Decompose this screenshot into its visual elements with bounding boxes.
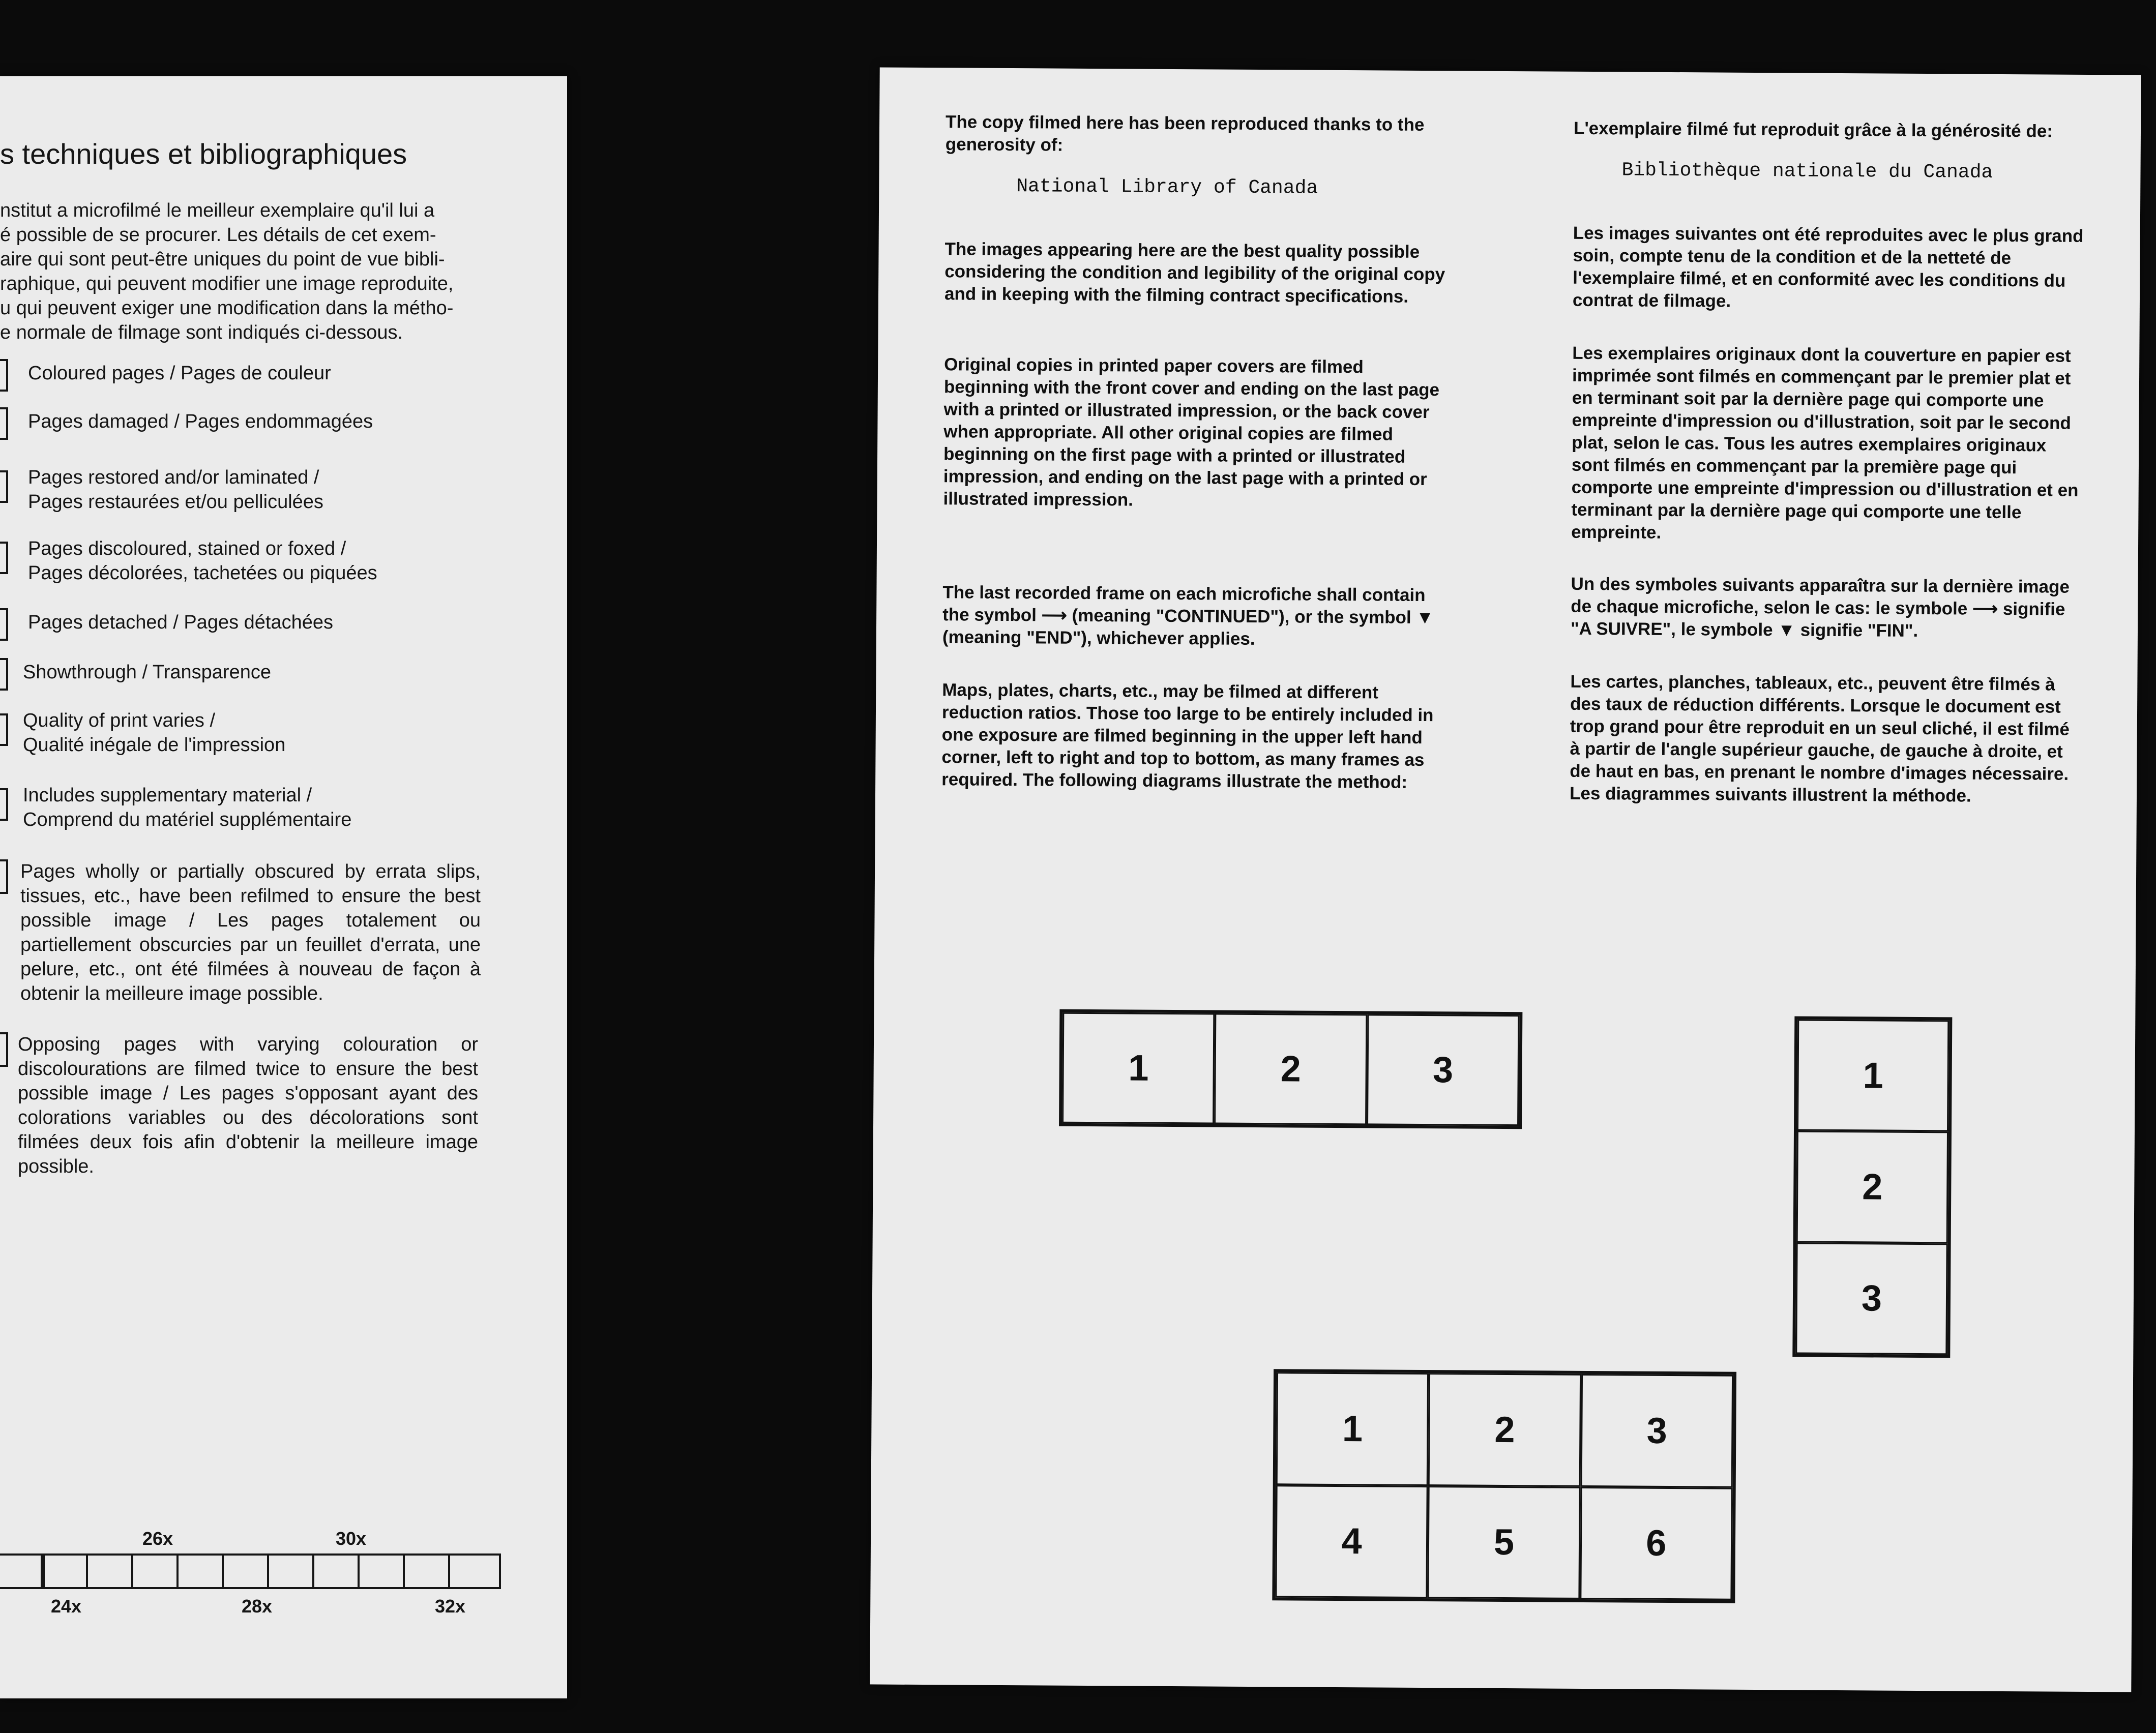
- intro-line: nstitut a microfilmé le meilleur exemplaire qu'il lui a: [0, 200, 435, 221]
- intro-line: u qui peuvent exiger une modification dans la métho-: [0, 297, 454, 319]
- checkbox[interactable]: [0, 788, 8, 821]
- intro-paragraph: [0, 198, 496, 345]
- checklist-label: Pages damaged / Pages endommagées: [28, 411, 373, 432]
- checklist-label: Coloured pages / Pages de couleur: [28, 363, 331, 384]
- checkbox[interactable]: [0, 359, 8, 392]
- obscured-pages-note: Pages wholly or partially obscured by errata slips, tissues, etc., have been refilmed to ensure the best possible image / Les pages totalement ou partiellement obscurcies par un feuillet d'errata, une pelure, etc., ont été filmées à nouveau de façon à obtenir la meilleure image possible.: [20, 861, 481, 1004]
- library-name: National Library of Canada: [1016, 175, 1318, 199]
- opposing-pages-note: Opposing pages with varying colouration or discolourations are filmed twice to ensure the best possible image / Les pages s'opposant ayant des colorations variables ou des décolorations sont filmées deux fois afin d'obtenir la meilleure image possible.: [18, 1034, 478, 1177]
- covers-paragraph: Les exemplaires originaux dont la couverture en papier est imprimée sont filmés en commençant par le premier plat et en terminant soit par la dernière page qui comporte une empreinte d'impression ou d'illustration, soit par le second plat, selon le cas. Tous les autres exemplaires originaux sont filmés en commençant par la première page qui comporte une empreinte d'impression ou d'illustration et en terminant par la dernière page qui comporte une telle empreinte.: [1571, 343, 2079, 543]
- intro-line: e normale de filmage sont indiqués ci-dessous.: [0, 322, 403, 343]
- scale-label: 24x: [51, 1596, 82, 1617]
- frame-cell: 3: [1580, 1374, 1733, 1487]
- frame-cell: 3: [1795, 1242, 1947, 1355]
- quality-paragraph: The images appearing here are the best quality possible considering the condition and legibility of the original copy and in keeping with the filming contract specifications.: [944, 239, 1445, 307]
- checklist-label: Pages restaurées et/ou pelliculées: [28, 491, 323, 513]
- checkbox[interactable]: [0, 542, 8, 574]
- frame-cell: 2: [1214, 1013, 1367, 1125]
- checklist-label: Quality of print varies /: [23, 710, 216, 731]
- checklist-label: Comprend du matériel supplémentaire: [23, 809, 352, 830]
- right-page: [870, 67, 2141, 1692]
- intro-line: aire qui sont peut-être uniques du point de vue bibli-: [0, 249, 445, 270]
- checklist-label: Includes supplementary material /: [23, 785, 312, 806]
- page-title: s techniques et bibliographiques: [0, 138, 407, 170]
- frame-cell: 1: [1062, 1012, 1215, 1124]
- checkbox[interactable]: [0, 608, 8, 641]
- frame-cell: 2: [1428, 1373, 1581, 1486]
- english-column: [941, 111, 1454, 794]
- checklist-label: Pages discoloured, stained or foxed /: [28, 538, 346, 559]
- frame-cell: 3: [1367, 1014, 1520, 1126]
- scale-label: 28x: [242, 1596, 273, 1617]
- checkbox[interactable]: [0, 1032, 8, 1067]
- covers-paragraph: Original copies in printed paper covers are filmed beginning with the front cover and ending on the last page with a printed or illustrated impression, or the back cover when appropriate. All other original copies are filmed beginning on the first page with a printed or illustrated impression, and ending on the last page with a printed or illustrated impression.: [943, 354, 1440, 510]
- checklist-label: Pages detached / Pages détachées: [28, 612, 334, 633]
- checklist-label: Pages décolorées, tachetées ou piquées: [28, 562, 377, 584]
- checkbox[interactable]: [0, 407, 8, 440]
- intro-line: é possible de se procurer. Les détails de cet exem-: [0, 224, 436, 246]
- frame-cell: 2: [1796, 1131, 1948, 1243]
- checkbox[interactable]: [0, 658, 8, 691]
- left-page: [0, 76, 567, 1698]
- scale-label: 26x: [142, 1528, 173, 1549]
- checklist-label: Pages restored and/or laminated /: [28, 467, 319, 488]
- thanks-text: L'exemplaire filmé fut reproduit grâce à la générosité de:: [1573, 118, 2053, 141]
- quality-paragraph: Les images suivantes ont été reproduites avec le plus grand soin, compte tenu de la condition et de la netteté de l'exemplaire filmé, et en conformité avec les conditions du contrat de filmage.: [1572, 223, 2084, 311]
- reduction-scale: [0, 1553, 501, 1591]
- library-name: Bibliothèque nationale du Canada: [1621, 159, 1993, 184]
- scale-label: 32x: [435, 1596, 466, 1617]
- thanks-text: The copy filmed here has been reproduced thanks to the generosity of:: [945, 112, 1425, 155]
- frame-cell: 1: [1797, 1020, 1949, 1132]
- checklist-label: Qualité inégale de l'impression: [23, 734, 286, 756]
- diagram-grid: [1272, 1369, 1736, 1603]
- frame-cell: 1: [1276, 1372, 1429, 1485]
- scale-label: 30x: [336, 1528, 367, 1549]
- maps-paragraph: Maps, plates, charts, etc., may be filmed at different reduction ratios. Those too large to be entirely included in one exposure are filmed beginning in the upper left hand corner, left to right and top to bottom, as many frames as required. The following diagrams illustrate the method:: [941, 680, 1434, 792]
- diagram-column: [1792, 1016, 1952, 1358]
- frame-cell: 5: [1428, 1486, 1581, 1599]
- intro-line: raphique, qui peuvent modifier une image reproduite,: [0, 273, 454, 294]
- checkbox[interactable]: [0, 859, 8, 894]
- frame-cell: 6: [1580, 1486, 1733, 1600]
- checklist-label: Showthrough / Transparence: [23, 662, 271, 683]
- diagram-row: [1059, 1009, 1522, 1129]
- french-column: [1570, 117, 2087, 808]
- maps-paragraph: Les cartes, planches, tableaux, etc., peuvent être filmés à des taux de réduction différents. Lorsque le document est trop grand pour être reproduit en un seul cliché, il est filmé à partir de l'angle supérieur gauche, de gauche à droite, et de haut en bas, en prenant le nombre d'images nécessaire. Les diagrammes suivants illustrent la méthode.: [1569, 671, 2070, 806]
- frame-cell: 4: [1275, 1485, 1428, 1598]
- symbol-paragraph: The last recorded frame on each microfiche shall contain the symbol ⟶ (meaning "CONTINUED"), or the symbol ▼ (meaning "END"), whichever applies.: [942, 582, 1434, 649]
- symbol-paragraph: Un des symboles suivants apparaîtra sur la dernière image de chaque microfiche, selon le cas: le symbole ⟶ signifie "A SUIVRE", le symbole ▼ signifie "FIN".: [1570, 574, 2070, 641]
- checkbox[interactable]: [0, 470, 8, 503]
- checkbox[interactable]: [0, 713, 8, 746]
